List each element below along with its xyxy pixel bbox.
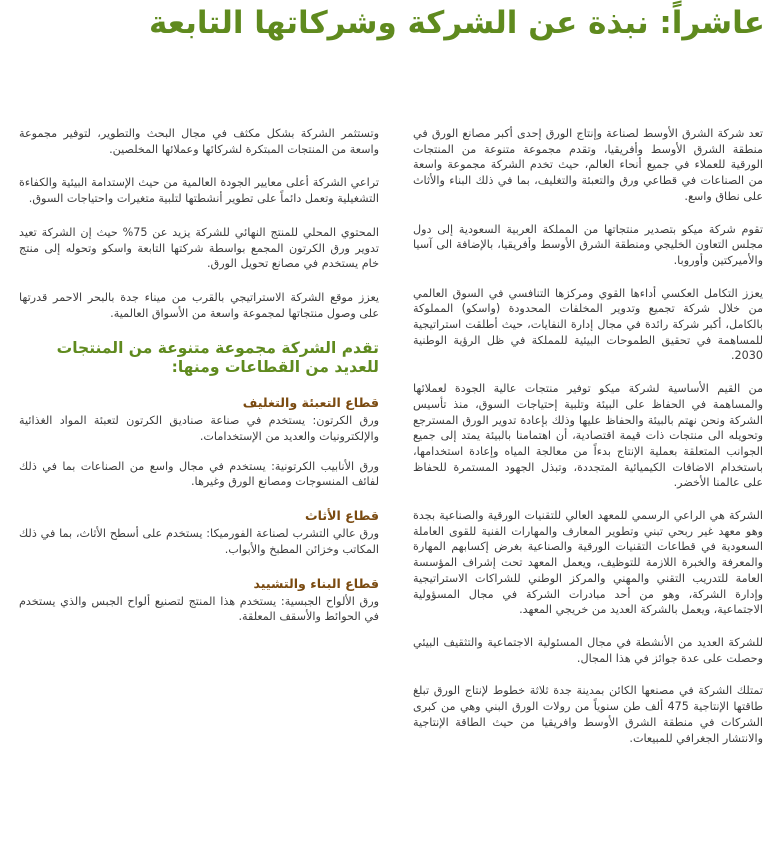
sector-heading-construction: قطاع البناء والتشييد — [253, 575, 379, 591]
paragraph: وتستثمر الشركة بشكل مكثف في مجال البحث والتطوير، لتوفير مجموعة واسعة من المنتجات المبتكرة لشركائها وعملائها المخلصين. — [19, 127, 379, 156]
sector-item: ورق الأنابيب الكرتونية: يستخدم في مجال واسع من الصناعات بما في ذلك لفائف المنسوجات ومصانع الورق وغيرها. — [19, 459, 379, 489]
paragraph: تقوم شركة ميكو بتصدير منتجاتها من المملكة العربية السعودية إلى دول مجلس التعاون الخليجي ومنطقة الشرق الأوسط وأفريقيا، بالإضافة الى آسيا والأميركتين وأوروبا. — [413, 222, 763, 267]
paragraph: من القيم الأساسية لشركة ميكو توفير منتجات عالية الجودة لعملائها والمساهمة في الحفاظ على البيئة وتلبية إحتياجات السوق، منذ تأسيس الشركة ونحن نهتم بالبيئة والحفاظ عليها وذلك بإعادة تدوير الورق المسترجع وتحويله الى منتجات ذات قيمة اقتصادية، أن اهتمامنا بالبيئة يمتد إلى جميع الجوانب المتعلقة بعملية الإنتاج بدءاً من معالجة المياه وإعادة استخدامها، باستخدام الاضافات الكيميائية المتجددة، وتبذل الجهود المستمرة للحفاظ على عالمنا الأخضر. — [413, 382, 763, 490]
products-subheading: تقدم الشركة مجموعة متنوعة من المنتجات للعديد من القطاعات ومنها: — [56, 339, 379, 377]
paragraph: تمتلك الشركة في مصنعها الكائن بمدينة جدة ثلاثة خطوط لإنتاج الورق تبلغ طاقتها الإنتاجية 475 ألف طن سنوياً من رولات الورق البني وهي من كبرى الشركات في منطقة الشرق الأوسط وافريقيا من حيث الطاقة الإنتاجية والانتشار الجغرافي للمبيعات. — [413, 684, 763, 745]
page-title: عاشراً: نبذة عن الشركة وشركاتها التابعة — [148, 5, 765, 41]
sector-item: ورق الكرتون: يستخدم في صناعة صناديق الكرتون لتعبئة المواد الغذائية والإلكترونيات والعديد من الإستخدامات. — [19, 414, 379, 444]
sector-item: ورق الألواح الجبسية: يستخدم هذا المنتج لتصنيع ألواح الجبس والذي يستخدم في الحوائط والأسقف المعلقة. — [19, 594, 379, 624]
left-column — [19, 126, 379, 643]
paragraph: يعزز موقع الشركة الاستراتيجي بالقرب من ميناء جدة بالبحر الاحمر قدرتها على وصول منتجاتها لمجموعة واسعة من الأسواق العالمية. — [19, 290, 379, 320]
paragraph: الشركة هي الراعي الرسمي للمعهد العالي للتقنيات الورقية والصناعية بجدة وهو معهد غير ربحي تبني وتطوير المعارف والمهارات الفنية للقوى العاملة السعودية في قطاعات التقنيات الورقية والصناعية بغرض إكسابهم المهارة والمعرفة والخبرة اللازمة للتوظيف، ويعمل المعهد تحت إشراف المؤسسة العامة للتدريب التقني والمهني والمركز الوطني للشراكات الاستراتيجية وإدارة الشركة، وهو من أحد مبادرات الشركة في مجال المسؤولية الاجتماعية، ويعمل بالشركة العديد من خريجي المعهد. — [413, 509, 763, 617]
sector-item: ورق عالي التشرب لصناعة الفورميكا: يستخدم على أسطح الأثاث، بما في ذلك المكاتب وخزائن المطبخ والأبواب. — [19, 527, 379, 556]
paragraph: تعد شركة الشرق الأوسط لصناعة وإنتاج الورق إحدى أكبر مصانع الورق في منطقة الشرق الأوسط وأفريقيا، وتقدم مجموعة متنوعة من المنتجات الورقية للعملاء في جميع أنحاء العالم، حيث تخدم الشركة مجموعة واسعة من الصناعات في قطاعي ورق والتعبئة والتغليف، بما في ذلك البناء والأثاث على نطاق واسع. — [413, 127, 763, 203]
paragraph: المحتوي المحلي للمنتج النهائي للشركة يزيد عن 75% حيث إن الشركة تعيد تدوير ورق الكرتون المجمع بواسطة شركتها التابعة واسكو وتحوله إلى منتج خام يستخدم في مصانع تحويل الورق. — [19, 225, 379, 271]
paragraph: للشركة العديد من الأنشطة في مجال المسئولية الاجتماعية والتثقيف البيئي وحصلت على عدة جوائز في هذا المجال. — [413, 635, 763, 665]
right-column — [413, 126, 763, 763]
sector-heading-packaging: قطاع التعبئة والتغليف — [242, 395, 379, 411]
paragraph: تراعي الشركة أعلى معايير الجودة العالمية من حيث الإستدامة البيئية والكفاءة التشغيلية وتعمل دائماً على تطوير أنشطتها لتلبية متغيرات واحتياجات السوق. — [19, 176, 379, 206]
paragraph: يعزز التكامل العكسي أداءها القوي ومركزها التنافسي في السوق العالمي من خلال شركة تجميع وتدوير المخلفات المحدودة (واسكو) المملوكة بالكامل، أكبر شركة رائدة في مجال إدارة النفايات، حيث أطلقت استراتيجية للمساهمة في تحقيق الطموحات البيئية للمملكة في ظل الرؤية الوطنية 2030. — [413, 286, 763, 363]
sector-heading-furniture: قطاع الأثاث — [304, 508, 379, 524]
